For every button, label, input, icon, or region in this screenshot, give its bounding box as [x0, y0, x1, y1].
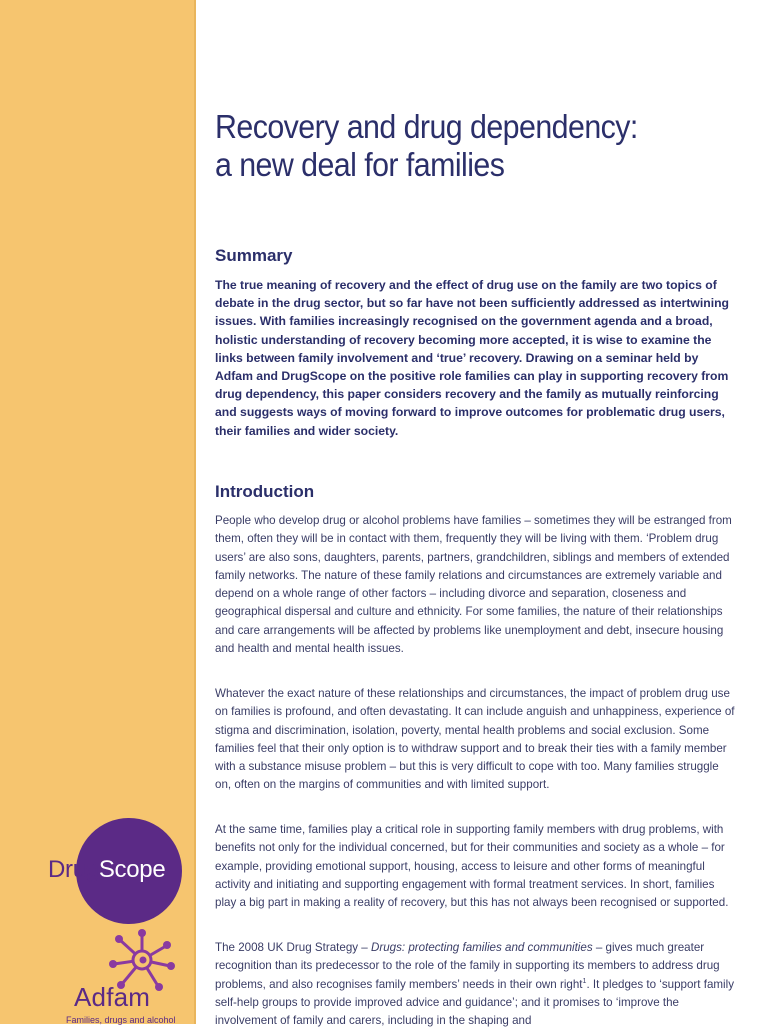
intro-paragraph-1: People who develop drug or alcohol problems have families – sometimes they will be estranged from them, often they will be in contact with them, frequently they will be living with them. ‘Problem drug users’ are also sons, daughters, parents, partners, grandchildren, siblings and members of extended family networks. The nature of these family relations and circumstances are extremely variable and depend on a whole range of other factors – including divorce and separation, closeness and geographical dispersal and culture and ethnicity. For some families, the nature of their relationships and care arrangements will be affected by problems like unemployment and debt, insecure housing and health and mental health issues.	[215, 514, 732, 656]
adfam-logo-text: Adfam	[74, 982, 151, 1012]
footnote-ref: 1	[582, 977, 587, 985]
adfam-tagline: Families, drugs and alcohol	[66, 1015, 176, 1025]
intro-paragraph-3: At the same time, families play a critical role in supporting family members with drug problems, with benefits not only for the individual concerned, but for their communities and society as a whole – for example, providing emotional support, housing, access to leisure and other forms of meaningful activity and initiating and supporting engagement with formal treatment services. In short, families play a big part in making a reality of recovery, but this has not always been recognised or supported.	[215, 823, 729, 910]
drugscope-logo-tail: Scope	[98, 856, 166, 883]
drugscope-logo-text	[48, 856, 188, 884]
intro-paragraph-4	[215, 939, 735, 1030]
summary-heading: Summary	[215, 246, 293, 265]
sidebar-divider	[194, 0, 196, 1024]
p4-mid: – gives much greater recognition than its predecessor to the role of the family in supporting its members to address drug problems, and also recognises family members’ needs in their own right	[215, 941, 720, 991]
intro-paragraph-2: Whatever the exact nature of these relationships and circumstances, the impact of problem drug use on families is profound, and often devastating. It can include anguish and unhappiness, experience of stigma and discrimination, isolation, poverty, mental health problems and social exclusion. Some families feel that their only option is to withdraw support and to break their ties with a family member with a substance misuse problem – but this is very difficult to cope with too. Many families struggle on, often on the margins of communities and with limited support.	[215, 687, 735, 792]
introduction-heading: Introduction	[215, 482, 315, 501]
title-line-2: a new deal for families	[215, 146, 505, 183]
summary-paragraph: The true meaning of recovery and the effect of drug use on the family are two topics of debate in the drug sector, but so far have not been sufficiently addressed as intertwining issues. With families increasingly recognised on the government agenda and a broad, holistic understanding of recovery becoming more accepted, it is wise to examine the links between family involvement and ‘true’ recovery. Drawing on a seminar held by Adfam and DrugScope on the positive role families can play in supporting recovery from drug dependency, this paper considers recovery and the family as mutually reinforcing and suggests ways of moving forward to improve outcomes for problematic drug users, their families and wider society.	[215, 278, 730, 438]
p4-lead: The 2008 UK Drug Strategy –	[215, 941, 371, 954]
strategy-title: Drugs: protecting families and communities	[370, 941, 593, 954]
p4-tail: . It pledges to ‘support family self-help groups to provide improved advice and guidance’; and it promises to ‘improve the involvement of family and carers, including in the shaping and	[215, 977, 735, 1028]
document-title	[215, 108, 712, 184]
drugscope-logo-lead: Drug	[48, 856, 99, 883]
title-line-1: Recovery and drug dependency:	[215, 108, 638, 145]
